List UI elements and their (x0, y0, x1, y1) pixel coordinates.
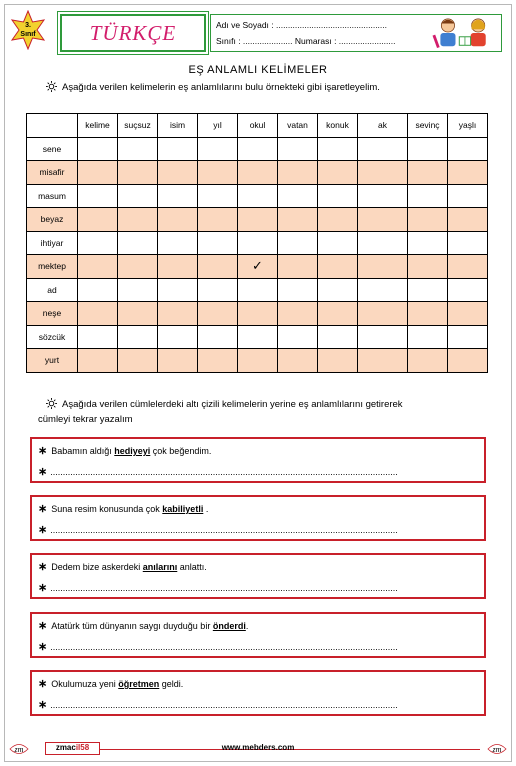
answer-cell[interactable] (78, 325, 118, 349)
answer-cell[interactable] (408, 231, 448, 255)
row-label: neşe (27, 302, 78, 326)
sentence-text: ∗ Okulumuza yeni öğretmen geldi. (38, 678, 184, 690)
row-label: masum (27, 184, 78, 208)
row-label: misafir (27, 161, 78, 185)
answer-cell[interactable] (198, 255, 238, 279)
answer-line[interactable]: ∗ ........................................................................................................................................... (38, 699, 398, 711)
name-field[interactable]: Adı ve Soyadı : ............................................... (216, 20, 388, 30)
table-row (27, 184, 488, 208)
row-label: sözcük (27, 325, 78, 349)
answer-cell[interactable] (448, 349, 488, 373)
answer-cell[interactable] (158, 349, 198, 373)
answer-cell[interactable] (198, 161, 238, 185)
answer-cell[interactable] (408, 161, 448, 185)
answer-cell[interactable] (318, 184, 358, 208)
sun-bullet-icon (46, 81, 57, 92)
answer-cell[interactable] (318, 278, 358, 302)
answer-cell[interactable] (78, 255, 118, 279)
table-corner (27, 114, 78, 138)
answer-cell[interactable] (198, 278, 238, 302)
answer-cell[interactable] (158, 184, 198, 208)
answer-cell[interactable] (238, 325, 278, 349)
answer-cell[interactable] (158, 161, 198, 185)
answer-cell[interactable] (78, 231, 118, 255)
instruction-1: Aşağıda verilen kelimelerin eş anlamlılarını bulu örnekteki gibi işaretleyelim. (62, 82, 380, 93)
answer-cell[interactable] (358, 302, 408, 326)
answer-cell[interactable] (448, 184, 488, 208)
column-header: suçsuz (118, 114, 158, 138)
answer-cell[interactable] (448, 302, 488, 326)
asterisk-icon: ∗ (38, 582, 48, 594)
table-row (27, 302, 488, 326)
answer-cell[interactable] (318, 231, 358, 255)
answer-cell[interactable] (278, 255, 318, 279)
answer-cell[interactable] (448, 325, 488, 349)
sentence-box (30, 495, 486, 541)
row-label: yurt (27, 349, 78, 373)
answer-cell[interactable] (78, 161, 118, 185)
svg-text:zm: zm (492, 745, 502, 754)
answer-cell[interactable] (278, 325, 318, 349)
answer-cell[interactable] (118, 161, 158, 185)
grade-number: 3. (25, 22, 31, 29)
answer-line[interactable]: ∗ ........................................................................................................................................... (38, 466, 398, 478)
sentence-text: ∗ Atatürk tüm dünyanın saygı duyduğu bir önderdi. (38, 620, 249, 632)
answer-cell[interactable] (318, 349, 358, 373)
row-label: ihtiyar (27, 231, 78, 255)
column-header: okul (238, 114, 278, 138)
answer-cell[interactable] (358, 184, 408, 208)
instruction-2-line-1: Aşağıda verilen cümlelerdeki altı çizili kelimelerin yerine eş anlamlılarını getirerek (62, 399, 403, 410)
answer-cell[interactable] (278, 184, 318, 208)
answer-cell[interactable] (78, 208, 118, 232)
answer-cell[interactable] (78, 349, 118, 373)
answer-cell[interactable] (118, 208, 158, 232)
answer-line[interactable]: ∗ ........................................................................................................................................... (38, 582, 398, 594)
answer-cell[interactable] (198, 137, 238, 161)
synonym-table (26, 113, 488, 373)
answer-cell[interactable] (448, 255, 488, 279)
answer-cell[interactable] (278, 137, 318, 161)
answer-cell[interactable] (278, 278, 318, 302)
answer-cell[interactable] (238, 208, 278, 232)
column-header: konuk (318, 114, 358, 138)
table-row (27, 278, 488, 302)
sun-bullet-icon (46, 398, 57, 409)
answer-cell[interactable] (358, 325, 408, 349)
answer-cell[interactable] (278, 349, 318, 373)
row-label: sene (27, 137, 78, 161)
answer-cell[interactable] (118, 278, 158, 302)
answer-cell[interactable] (318, 137, 358, 161)
answer-cell[interactable] (238, 184, 278, 208)
sentence-text: ∗ Dedem bize askerdeki anılarını anlattı. (38, 561, 207, 573)
column-header: ak (358, 114, 408, 138)
answer-cell[interactable] (358, 278, 408, 302)
subject-title: TÜRKÇE (89, 20, 177, 45)
asterisk-icon: ∗ (38, 466, 48, 478)
answer-cell[interactable] (78, 278, 118, 302)
table-row (27, 349, 488, 373)
answer-cell[interactable] (238, 231, 278, 255)
grade-word: Sınıf (20, 31, 36, 38)
answer-cell[interactable] (158, 231, 198, 255)
answer-cell[interactable] (358, 231, 408, 255)
answer-cell[interactable] (118, 255, 158, 279)
answer-cell[interactable] (158, 325, 198, 349)
answer-cell-checked[interactable]: ✓ (238, 255, 278, 279)
answer-cell[interactable] (318, 302, 358, 326)
asterisk-icon: ∗ (38, 620, 48, 632)
answer-cell[interactable] (238, 137, 278, 161)
answer-cell[interactable] (408, 255, 448, 279)
underlined-word: kabiliyetli (162, 504, 204, 514)
table-row (27, 231, 488, 255)
answer-cell[interactable] (198, 231, 238, 255)
answer-cell[interactable] (278, 161, 318, 185)
row-label: ad (27, 278, 78, 302)
worksheet-title: EŞ ANLAMLI KELİMELER (188, 64, 328, 76)
column-header: yaşlı (448, 114, 488, 138)
answer-cell[interactable] (408, 208, 448, 232)
answer-cell[interactable] (118, 231, 158, 255)
sentence-box (30, 437, 486, 483)
sentence-box (30, 670, 486, 716)
answer-cell[interactable] (158, 137, 198, 161)
answer-cell[interactable] (358, 349, 408, 373)
grade-badge (8, 10, 48, 50)
class-number-field[interactable]: Sınıfı : ..................... Numarası : ........................ (216, 36, 396, 46)
answer-cell[interactable] (158, 302, 198, 326)
answer-cell[interactable] (448, 278, 488, 302)
answer-cell[interactable] (78, 184, 118, 208)
answer-cell[interactable] (408, 278, 448, 302)
answer-cell[interactable] (118, 349, 158, 373)
sentence-box (30, 553, 486, 599)
answer-line[interactable]: ∗ ........................................................................................................................................... (38, 641, 398, 653)
asterisk-icon: ∗ (38, 503, 48, 515)
table-row (27, 255, 488, 279)
answer-cell[interactable] (448, 231, 488, 255)
svg-text:zm: zm (14, 745, 24, 754)
asterisk-icon: ∗ (38, 699, 48, 711)
worksheet-code: zmacil58 (45, 742, 100, 755)
answer-cell[interactable] (278, 302, 318, 326)
answer-cell[interactable] (318, 255, 358, 279)
underlined-word: önderdi (212, 621, 246, 631)
answer-cell[interactable] (408, 137, 448, 161)
answer-cell[interactable] (158, 208, 198, 232)
asterisk-icon: ∗ (38, 641, 48, 653)
answer-cell[interactable] (78, 137, 118, 161)
asterisk-icon: ∗ (38, 678, 48, 690)
table-row (27, 137, 488, 161)
asterisk-icon: ∗ (38, 445, 48, 457)
answer-line[interactable]: ∗ ........................................................................................................................................... (38, 524, 398, 536)
underlined-word: anılarını (142, 562, 178, 572)
answer-cell[interactable] (118, 302, 158, 326)
answer-cell[interactable] (118, 184, 158, 208)
table-row (27, 325, 488, 349)
answer-cell[interactable] (448, 208, 488, 232)
answer-cell[interactable] (198, 349, 238, 373)
answer-cell[interactable] (278, 231, 318, 255)
answer-cell[interactable] (278, 208, 318, 232)
footer-website[interactable]: www.mebders.com (221, 743, 295, 752)
answer-cell[interactable] (448, 137, 488, 161)
sentence-text: ∗ Babamın aldığı hediyeyi çok beğendim. (38, 445, 212, 457)
underlined-word: hediyeyi (114, 446, 151, 456)
answer-cell[interactable] (408, 302, 448, 326)
answer-cell[interactable] (318, 161, 358, 185)
table-header-row (27, 114, 488, 138)
column-header: sevinç (408, 114, 448, 138)
answer-cell[interactable] (318, 208, 358, 232)
answer-cell[interactable] (238, 302, 278, 326)
answer-cell[interactable] (358, 255, 408, 279)
table-row (27, 208, 488, 232)
answer-cell[interactable] (358, 137, 408, 161)
answer-cell[interactable] (198, 208, 238, 232)
answer-cell[interactable] (118, 137, 158, 161)
answer-cell[interactable] (198, 184, 238, 208)
column-header: vatan (278, 114, 318, 138)
answer-cell[interactable] (358, 161, 408, 185)
table-row (27, 161, 488, 185)
answer-cell[interactable] (198, 325, 238, 349)
answer-cell[interactable] (78, 302, 118, 326)
instruction-2-line-2: cümleyi tekrar yazalım (38, 414, 133, 425)
kids-reading-icon (429, 16, 499, 50)
answer-cell[interactable] (408, 184, 448, 208)
column-header: yıl (198, 114, 238, 138)
sentence-text: ∗ Suna resim konusunda çok kabiliyetli . (38, 503, 209, 515)
answer-cell[interactable] (158, 278, 198, 302)
answer-cell[interactable] (358, 208, 408, 232)
answer-cell[interactable] (448, 161, 488, 185)
asterisk-icon: ∗ (38, 524, 48, 536)
subject-title-box (60, 14, 206, 52)
answer-cell[interactable] (318, 325, 358, 349)
answer-cell[interactable] (158, 255, 198, 279)
answer-cell[interactable] (118, 325, 158, 349)
sentence-box (30, 612, 486, 658)
underlined-word: öğretmen (118, 679, 160, 689)
answer-cell[interactable] (238, 278, 278, 302)
row-label: mektep (27, 255, 78, 279)
student-info-box (210, 14, 502, 52)
answer-cell[interactable] (238, 161, 278, 185)
answer-cell[interactable] (408, 325, 448, 349)
answer-cell[interactable] (238, 349, 278, 373)
column-header: isim (158, 114, 198, 138)
asterisk-icon: ∗ (38, 561, 48, 573)
answer-cell[interactable] (198, 302, 238, 326)
column-header: kelime (78, 114, 118, 138)
answer-cell[interactable] (408, 349, 448, 373)
row-label: beyaz (27, 208, 78, 232)
